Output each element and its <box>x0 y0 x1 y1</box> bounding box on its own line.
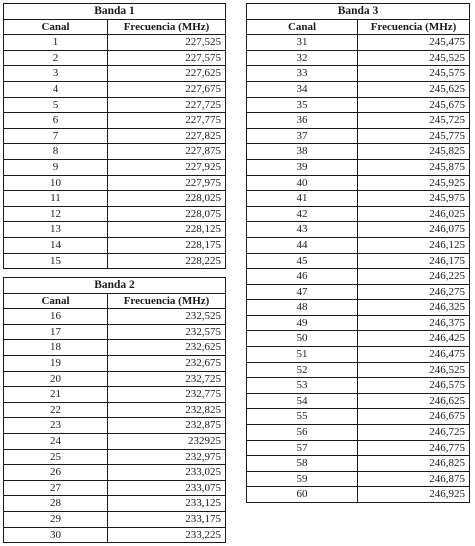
frecuencia-cell: 232,625 <box>108 340 226 356</box>
canal-cell: 10 <box>4 175 108 191</box>
canal-cell: 26 <box>4 465 108 481</box>
table-row <box>4 527 226 543</box>
table-title: Banda 2 <box>4 278 226 294</box>
frecuencia-cell: 246,775 <box>358 440 470 456</box>
table-row <box>4 128 226 144</box>
table-row <box>247 284 470 300</box>
table-row <box>247 487 470 503</box>
table-row <box>4 175 226 191</box>
table-row <box>4 253 226 269</box>
canal-cell: 18 <box>4 340 108 356</box>
canal-cell: 33 <box>247 66 358 82</box>
table-row <box>4 496 226 512</box>
table-row <box>4 465 226 481</box>
table-row <box>4 340 226 356</box>
table-row <box>4 449 226 465</box>
canal-cell: 42 <box>247 206 358 222</box>
table-row <box>247 222 470 238</box>
banda-3-table <box>246 3 470 503</box>
canal-cell: 21 <box>4 387 108 403</box>
canal-cell: 47 <box>247 284 358 300</box>
table-row <box>4 159 226 175</box>
column-header-canal: Canal <box>4 293 108 309</box>
table-row <box>4 81 226 97</box>
table-title: Banda 3 <box>247 4 470 20</box>
banda-2-table <box>3 277 226 543</box>
frecuencia-cell: 246,375 <box>358 315 470 331</box>
canal-cell: 56 <box>247 425 358 441</box>
frecuencia-cell: 232,575 <box>108 324 226 340</box>
canal-cell: 58 <box>247 456 358 472</box>
canal-cell: 45 <box>247 253 358 269</box>
frecuencia-cell: 245,475 <box>358 35 470 51</box>
table-row <box>247 425 470 441</box>
table-row <box>247 440 470 456</box>
canal-cell: 14 <box>4 237 108 253</box>
canal-cell: 24 <box>4 433 108 449</box>
frecuencia-cell: 245,575 <box>358 66 470 82</box>
column-header-frecuencia: Frecuencia (MHz) <box>358 19 470 35</box>
table-row <box>247 66 470 82</box>
table-row <box>4 433 226 449</box>
frecuencia-cell: 232,825 <box>108 402 226 418</box>
frecuencia-cell: 246,575 <box>358 378 470 394</box>
table-row <box>247 315 470 331</box>
table-row <box>4 371 226 387</box>
frecuencia-cell: 246,675 <box>358 409 470 425</box>
banda-1-table <box>3 3 226 269</box>
canal-cell: 13 <box>4 222 108 238</box>
frecuencia-cell: 227,825 <box>108 128 226 144</box>
frecuencia-cell: 232,875 <box>108 418 226 434</box>
table-row <box>247 300 470 316</box>
canal-cell: 49 <box>247 315 358 331</box>
canal-cell: 37 <box>247 128 358 144</box>
frecuencia-cell: 233,075 <box>108 480 226 496</box>
table-row <box>247 144 470 160</box>
canal-cell: 46 <box>247 269 358 285</box>
table-row <box>247 97 470 113</box>
table-row <box>247 191 470 207</box>
table-row <box>247 50 470 66</box>
canal-cell: 41 <box>247 191 358 207</box>
canal-cell: 39 <box>247 159 358 175</box>
canal-cell: 59 <box>247 471 358 487</box>
frecuencia-cell: 228,025 <box>108 191 226 207</box>
canal-cell: 54 <box>247 393 358 409</box>
canal-cell: 43 <box>247 222 358 238</box>
frecuencia-cell: 232,675 <box>108 355 226 371</box>
canal-cell: 40 <box>247 175 358 191</box>
canal-cell: 28 <box>4 496 108 512</box>
frecuencia-cell: 246,025 <box>358 206 470 222</box>
table-row <box>4 237 226 253</box>
canal-cell: 6 <box>4 113 108 129</box>
table-row <box>4 66 226 82</box>
column-header-canal: Canal <box>4 19 108 35</box>
table-row <box>247 331 470 347</box>
table-row <box>247 253 470 269</box>
canal-cell: 7 <box>4 128 108 144</box>
canal-cell: 44 <box>247 237 358 253</box>
table-row <box>247 128 470 144</box>
frecuencia-cell: 227,725 <box>108 97 226 113</box>
frecuencia-cell: 246,925 <box>358 487 470 503</box>
frecuencia-cell: 228,175 <box>108 237 226 253</box>
frecuencia-cell: 227,975 <box>108 175 226 191</box>
frecuencia-cell: 246,075 <box>358 222 470 238</box>
frecuencia-cell: 246,325 <box>358 300 470 316</box>
canal-cell: 32 <box>247 50 358 66</box>
table-row <box>4 355 226 371</box>
frecuencia-cell: 246,625 <box>358 393 470 409</box>
canal-cell: 27 <box>4 480 108 496</box>
frecuencia-cell: 232,525 <box>108 309 226 325</box>
table-row <box>247 409 470 425</box>
frecuencia-cell: 245,825 <box>358 144 470 160</box>
table-row <box>247 206 470 222</box>
canal-cell: 25 <box>4 449 108 465</box>
table-row <box>4 222 226 238</box>
frecuencia-cell: 246,125 <box>358 237 470 253</box>
frecuencia-cell: 228,225 <box>108 253 226 269</box>
canal-cell: 8 <box>4 144 108 160</box>
frecuencia-cell: 227,925 <box>108 159 226 175</box>
table-row <box>247 269 470 285</box>
frecuencia-cell: 232,975 <box>108 449 226 465</box>
frecuencia-cell: 227,575 <box>108 50 226 66</box>
table-row <box>4 387 226 403</box>
canal-cell: 11 <box>4 191 108 207</box>
frecuencia-cell: 232,725 <box>108 371 226 387</box>
canal-cell: 48 <box>247 300 358 316</box>
canal-cell: 20 <box>4 371 108 387</box>
frecuencia-cell: 227,525 <box>108 35 226 51</box>
canal-cell: 1 <box>4 35 108 51</box>
table-row <box>4 113 226 129</box>
frecuencia-cell: 228,075 <box>108 206 226 222</box>
frecuencia-cell: 245,625 <box>358 81 470 97</box>
table-row <box>4 35 226 51</box>
canal-cell: 38 <box>247 144 358 160</box>
table-row <box>247 35 470 51</box>
table-row <box>247 378 470 394</box>
column-header-canal: Canal <box>247 19 358 35</box>
column-header-frecuencia: Frecuencia (MHz) <box>108 19 226 35</box>
canal-cell: 12 <box>4 206 108 222</box>
table-row <box>4 402 226 418</box>
canal-cell: 16 <box>4 309 108 325</box>
frecuencia-cell: 232,775 <box>108 387 226 403</box>
frecuencia-cell: 246,525 <box>358 362 470 378</box>
canal-cell: 36 <box>247 113 358 129</box>
table-row <box>247 237 470 253</box>
frecuencia-cell: 245,675 <box>358 97 470 113</box>
canal-cell: 19 <box>4 355 108 371</box>
frecuencia-cell: 233,225 <box>108 527 226 543</box>
frecuencia-cell: 245,725 <box>358 113 470 129</box>
table-row <box>4 511 226 527</box>
frecuencia-cell: 246,225 <box>358 269 470 285</box>
canal-cell: 52 <box>247 362 358 378</box>
frecuencia-cell: 233,175 <box>108 511 226 527</box>
frecuencia-cell: 246,475 <box>358 347 470 363</box>
frecuencia-cell: 227,875 <box>108 144 226 160</box>
frecuencia-cell: 228,125 <box>108 222 226 238</box>
table-row <box>247 81 470 97</box>
canal-cell: 35 <box>247 97 358 113</box>
frecuencia-cell: 246,425 <box>358 331 470 347</box>
canal-cell: 22 <box>4 402 108 418</box>
canal-cell: 57 <box>247 440 358 456</box>
frecuencia-cell: 246,725 <box>358 425 470 441</box>
canal-cell: 60 <box>247 487 358 503</box>
canal-cell: 51 <box>247 347 358 363</box>
canal-cell: 9 <box>4 159 108 175</box>
frecuencia-cell: 245,925 <box>358 175 470 191</box>
table-row <box>247 159 470 175</box>
table-row <box>247 362 470 378</box>
frecuencia-cell: 227,775 <box>108 113 226 129</box>
canal-cell: 53 <box>247 378 358 394</box>
table-row <box>247 175 470 191</box>
canal-cell: 31 <box>247 35 358 51</box>
frecuencia-cell: 246,825 <box>358 456 470 472</box>
frecuencia-cell: 245,525 <box>358 50 470 66</box>
canal-cell: 50 <box>247 331 358 347</box>
table-row <box>4 50 226 66</box>
frecuencia-cell: 246,275 <box>358 284 470 300</box>
table-row <box>4 144 226 160</box>
canal-cell: 34 <box>247 81 358 97</box>
frecuencia-cell: 227,625 <box>108 66 226 82</box>
table-row <box>247 456 470 472</box>
frecuencia-cell: 246,875 <box>358 471 470 487</box>
table-row <box>4 480 226 496</box>
table-row <box>4 418 226 434</box>
frecuencia-cell: 245,975 <box>358 191 470 207</box>
table-title: Banda 1 <box>4 4 226 20</box>
frecuencia-cell: 232925 <box>108 433 226 449</box>
frecuencia-cell: 233,025 <box>108 465 226 481</box>
canal-cell: 30 <box>4 527 108 543</box>
frecuencia-cell: 227,675 <box>108 81 226 97</box>
canal-cell: 15 <box>4 253 108 269</box>
frecuencia-cell: 245,775 <box>358 128 470 144</box>
canal-cell: 2 <box>4 50 108 66</box>
canal-cell: 5 <box>4 97 108 113</box>
column-header-frecuencia: Frecuencia (MHz) <box>108 293 226 309</box>
canal-cell: 4 <box>4 81 108 97</box>
table-row <box>4 97 226 113</box>
table-row <box>247 113 470 129</box>
frecuencia-cell: 246,175 <box>358 253 470 269</box>
table-row <box>4 309 226 325</box>
table-row <box>247 393 470 409</box>
table-row <box>247 347 470 363</box>
table-row <box>4 206 226 222</box>
frecuencia-cell: 245,875 <box>358 159 470 175</box>
frecuencia-cell: 233,125 <box>108 496 226 512</box>
canal-cell: 23 <box>4 418 108 434</box>
canal-cell: 29 <box>4 511 108 527</box>
table-row <box>4 191 226 207</box>
canal-cell: 17 <box>4 324 108 340</box>
table-row <box>247 471 470 487</box>
canal-cell: 55 <box>247 409 358 425</box>
canal-cell: 3 <box>4 66 108 82</box>
table-row <box>4 324 226 340</box>
